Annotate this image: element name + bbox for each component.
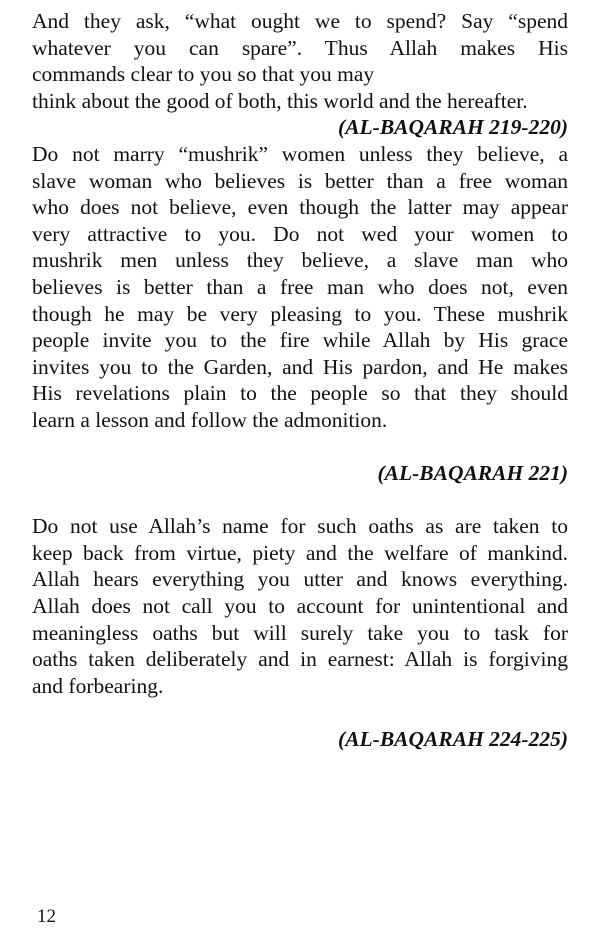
text-line: slave woman who believes is better than a free woman [32,168,568,193]
text-line: meaningless oaths but will surely take you to task for [32,620,568,645]
spacer [32,699,568,726]
text-line: whatever you can spare”. Thus Allah makes His [32,35,568,60]
citation: (AL-BAQARAH 221) [377,461,568,486]
text-line: mushrik men unless they believe, a slave man who [32,248,568,273]
spacer [32,487,568,514]
passage-oaths [32,513,568,752]
text-line: who does not believe, even though the latter may appear [32,195,568,220]
page-number: 12 [37,906,56,927]
text-line: His revelations plain to the people so that they should [32,381,568,406]
text-line: and forbearing. [32,673,164,698]
citation: (AL-BAQARAH 224-225) [338,727,568,752]
spacer [32,434,568,461]
text-line: very attractive to you. Do not wed your women to [32,221,568,246]
text-line: And they ask, “what ought we to spend? Say “spend [32,9,568,33]
citation: (AL-BAQARAH 219-220) [338,115,568,140]
text-line: invites you to the Garden, and His pardon, and He makes [32,354,568,379]
text-line: though he may be very pleasing to you. These mushrik [32,301,568,326]
text-line: Allah does not call you to account for unintentional and [32,594,568,619]
text-line: Do not use Allah’s name for such oaths as are taken to [32,514,568,539]
text-line: think about the good of both, this world and the hereafter. [32,88,528,113]
text-line: keep back from virtue, piety and the welfare of mankind. [32,540,568,565]
text-line: Allah hears everything you utter and knows everything. [32,567,568,592]
text-line: learn a lesson and follow the admonition. [32,407,388,432]
text-line: Do not marry “mushrik” women unless they believe, a [32,141,568,166]
text-line: people invite you to the fire while Allah by His grace [32,328,568,353]
passage-marriage [32,141,568,487]
page-body [32,8,568,753]
text-line: believes is better than a free man who does not, even [32,274,568,299]
passage-spending [32,8,568,141]
text-line: commands clear to you so that you may [32,62,375,87]
text-line: oaths taken deliberately and in earnest: Allah is forgiving [32,647,568,672]
